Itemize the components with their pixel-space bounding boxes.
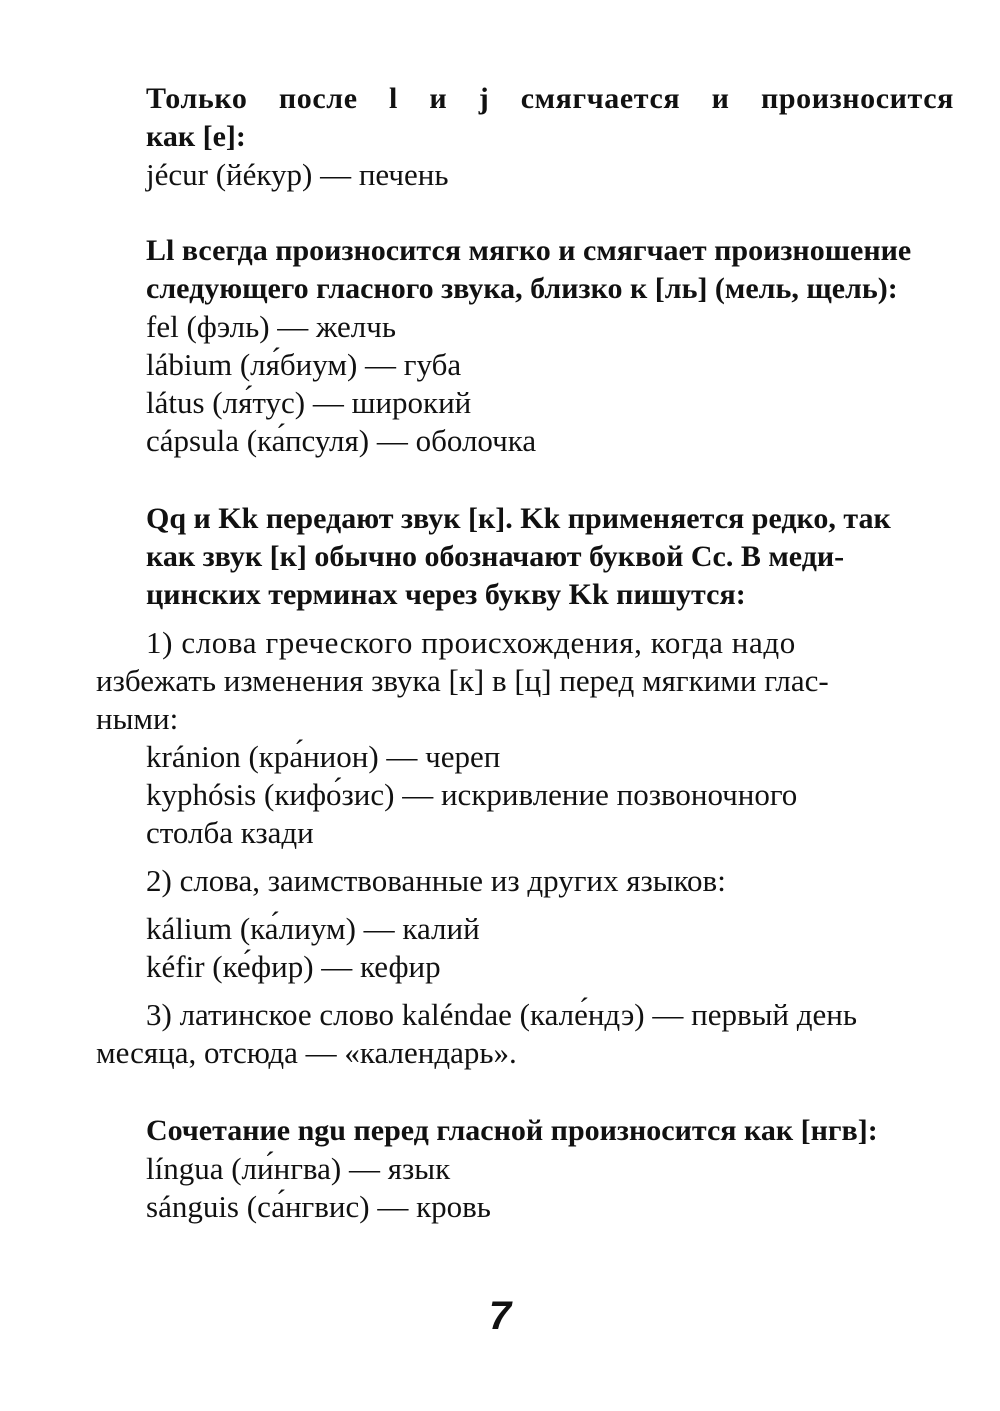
example-capsula: cápsula (ка́псуля) — оболочка	[146, 423, 537, 458]
heading-ll-line-1: Ll всегда произносится мягко и смягчает произношение	[146, 234, 912, 267]
item-3-line-2: месяца, отсюда — «календарь».	[96, 1035, 517, 1070]
example-kyphosis-cont: столба кзади	[146, 815, 314, 850]
example-fel: fel (фэль) — желчь	[146, 309, 396, 344]
heading-l-j-line-1: Только после l и j смягчается и произносится	[146, 82, 954, 115]
example-latus: látus (ля́тус) — широкий	[146, 385, 472, 420]
example-kalium: kálium (ка́лиум) — калий	[146, 911, 480, 946]
item-1-line-2: избежать изменения звука [к] в [ц] перед мягкими глас-	[96, 663, 829, 698]
example-kefir: kéfir (ке́фир) — кефир	[146, 949, 441, 984]
item-2: 2) слова, заимствованные из других языков:	[146, 863, 726, 898]
item-1-line-3: ными:	[96, 701, 179, 736]
example-labium: lábium (ля́биум) — губа	[146, 347, 462, 382]
example-kyphosis: kyphósis (кифо́зис) — искривление позвоночного	[146, 777, 798, 812]
heading-qk-line-1: Qq и Kk передают звук [к]. Kk применяется редко, так	[146, 502, 891, 535]
example-sanguis: sánguis (са́нгвис) — кровь	[146, 1189, 491, 1224]
item-1-line-1: 1) слова греческого происхождения, когда надо	[146, 625, 796, 660]
example-lingua: língua (ли́нгва) — язык	[146, 1151, 451, 1186]
heading-ngu: Сочетание ngu перед гласной произносится как [нгв]:	[146, 1114, 878, 1147]
heading-qk-line-2: как звук [к] обычно обозначают буквой Cc. В меди-	[146, 540, 845, 573]
item-3-line-1: 3) латинское слово kaléndae (кале́ндэ) — первый день	[146, 997, 858, 1032]
heading-ll-line-2: следующего гласного звука, близко к [ль] (мель, щель):	[146, 272, 898, 305]
example-jecur: jécur (йéкур) — печень	[146, 157, 449, 192]
heading-qk-line-3: цинских терминах через букву Kk пишутся:	[146, 578, 746, 611]
example-kranion: kránion (кра́нион) — череп	[146, 739, 501, 774]
heading-l-j-line-2: как [е]:	[146, 120, 246, 153]
page-number: 7	[488, 1294, 512, 1338]
